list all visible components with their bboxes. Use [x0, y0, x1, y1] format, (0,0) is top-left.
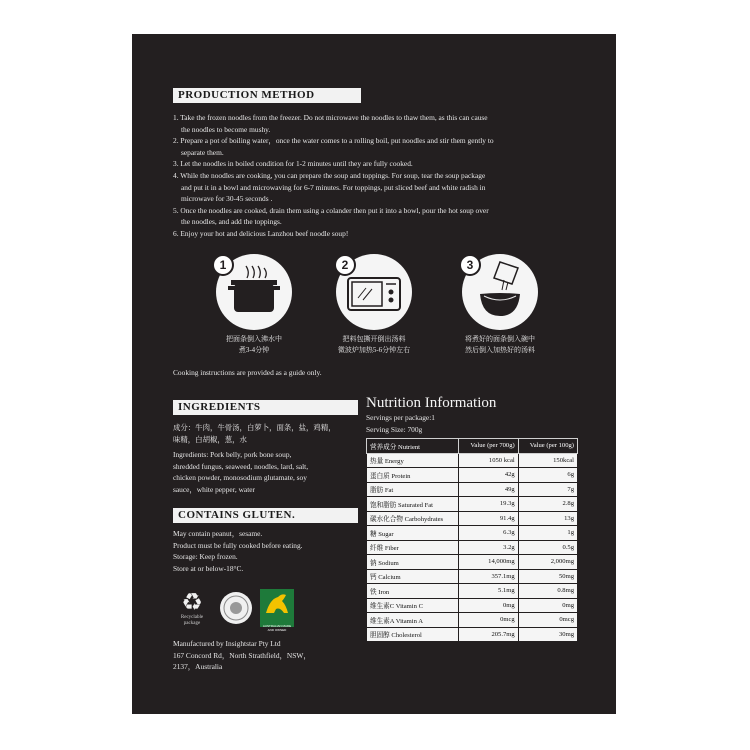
step-line: 2. Prepare a pot of boiling water，once the water comes to a rolling boil, put noodles and stir them gently to — [173, 136, 494, 146]
header-cell: 营养成分 Nutrient — [367, 439, 459, 454]
value-per-700g: 49g — [459, 482, 518, 497]
value-per-700g: 357.1mg — [459, 569, 518, 584]
ingredients-zh: 味精，白胡椒，葱，水 — [173, 434, 247, 444]
caption-line: 微波炉加热5-6分钟左右 — [337, 346, 411, 354]
value-per-100g: 13g — [518, 511, 577, 526]
recycle-icon: ♻ — [181, 588, 203, 616]
nutrition-row — [367, 613, 578, 628]
step-line: the noodles to become mushy. — [181, 124, 271, 134]
allergen-storage-text — [173, 528, 363, 574]
value-per-100g: 0mcg — [518, 613, 577, 628]
ingredients-en: shredded fungus, seaweed, noodles, lard, salt, — [173, 461, 309, 471]
servings-per-package: Servings per package:1 — [366, 413, 435, 422]
caption-line: 然后倒入加热好的汤料 — [465, 346, 535, 354]
nutrition-row — [367, 569, 578, 584]
nutrition-row — [367, 526, 578, 541]
manufacturer-line: 167 Concord Rd，North Strathfield，NSW， — [173, 650, 311, 660]
manufacturer-address — [173, 638, 373, 673]
value-per-700g: 205.7mg — [459, 627, 518, 642]
nutrition-servings — [366, 412, 435, 435]
nutrition-row — [367, 598, 578, 613]
nutrient-name: 饱和脂肪 Saturated Fat — [367, 497, 459, 512]
nutrient-name: 热量 Energy — [367, 453, 459, 468]
recycle-label: package — [183, 621, 201, 626]
allergen-line: Product must be fully cooked before eating. — [173, 540, 303, 550]
nutrition-row — [367, 482, 578, 497]
step-number: 1 — [212, 254, 234, 276]
ingredients-en: chicken powder, monosodium glutamate, soy — [173, 473, 307, 483]
step-caption — [314, 334, 434, 356]
value-per-100g: 50mg — [518, 569, 577, 584]
nutrition-row — [367, 584, 578, 599]
value-per-700g: 6.3g — [459, 526, 518, 541]
recycle-logo — [174, 589, 210, 627]
step-line: 5. Once the noodles are cooked, drain them using a colander then put it into a bowl, pour the hot soup over — [173, 205, 489, 215]
nutrient-name: 钙 Calcium — [367, 569, 459, 584]
australian-made-text: AUSTRALIAN MADE AND OWNED — [262, 624, 292, 632]
value-per-100g: 0.5g — [518, 540, 577, 555]
value-per-700g: 14,000mg — [459, 555, 518, 570]
ingredients-text — [173, 422, 363, 496]
value-per-700g: 42g — [459, 468, 518, 483]
value-per-700g: 19.3g — [459, 497, 518, 512]
step-number: 3 — [459, 254, 481, 276]
step-line: separate them. — [181, 147, 224, 157]
allergen-line: May contain peanut，sesame. — [173, 529, 263, 538]
caption-line: 将煮好的面条倒入碗中 — [465, 335, 535, 343]
ingredients-en: sauce，white pepper, water — [173, 484, 255, 494]
step-line: and put it in a bowl and microwaving for 6-7 minutes. For toppings, put sliced beef and white radish in — [181, 182, 486, 192]
nutrient-name: 胆固醇 Cholesterol — [367, 627, 459, 642]
ingredients-heading: INGREDIENTS — [173, 400, 358, 415]
nutrient-name: 维生素A Vitamin A — [367, 613, 459, 628]
value-per-100g: 0mg — [518, 598, 577, 613]
value-per-100g: 2.8g — [518, 497, 577, 512]
value-per-100g: 30mg — [518, 627, 577, 642]
caption-line: 把料包撕开倒出汤料 — [342, 335, 406, 343]
cooking-note: Cooking instructions are provided as a guide only. — [173, 368, 322, 377]
value-per-100g: 150kcal — [518, 453, 577, 468]
header-cell: Value (per 100g) — [518, 439, 577, 454]
value-per-700g: 0mg — [459, 598, 518, 613]
nutrition-row — [367, 497, 578, 512]
value-per-100g: 2,000mg — [518, 555, 577, 570]
header-cell: Value (per 700g) — [459, 439, 518, 454]
step-line: 3. Let the noodles in boiled condition for 1-2 minutes until they are fully cooked. — [173, 159, 413, 169]
nutrient-name: 维生素C Vitamin C — [367, 598, 459, 613]
nutrition-row — [367, 555, 578, 570]
recycle-label: Recyclable — [180, 615, 204, 620]
step-line: microwave for 30-45 seconds . — [181, 194, 273, 204]
step-line: the noodles, and add the toppings. — [181, 217, 282, 227]
step-line: 4. While the noodles are cooking, you can prepare the soup and toppings. For soup, tear the soup package — [173, 170, 486, 180]
ingredients-zh: 成分：牛肉，牛骨汤，白萝卜，面条，盐，鸡精， — [173, 423, 336, 432]
nutrient-name: 蛋白质 Protein — [367, 468, 459, 483]
nutrition-header-row — [367, 439, 578, 454]
step-line: 6. Enjoy your hot and delicious Lanzhou beef noodle soup! — [173, 228, 349, 238]
nutrition-title: Nutrition Information — [366, 395, 497, 411]
value-per-700g: 0mcg — [459, 613, 518, 628]
step-caption — [440, 334, 560, 356]
nutrition-table — [366, 438, 578, 642]
step-line: 1. Take the frozen noodles from the freezer. Do not microwave the noodles to thaw them, as this can cause — [173, 113, 488, 122]
nutrient-name: 脂肪 Fat — [367, 482, 459, 497]
serving-size: Serving Size: 700g — [366, 424, 423, 434]
value-per-100g: 1g — [518, 526, 577, 541]
nutrient-name: 碳水化合物 Carbohydrates — [367, 511, 459, 526]
nutrient-name: 铁 Iron — [367, 584, 459, 599]
package-back-panel — [132, 34, 616, 714]
nutrient-name: 钠 Sodium — [367, 555, 459, 570]
manufacturer-line: 2137，Australia — [173, 662, 223, 672]
nutrient-name: 纤维 Fiber — [367, 540, 459, 555]
nutrition-row — [367, 511, 578, 526]
value-per-700g: 1050 kcal — [459, 453, 518, 468]
certification-seal-icon — [220, 592, 252, 624]
value-per-700g: 91.4g — [459, 511, 518, 526]
caption-line: 煮3-4分钟 — [238, 346, 270, 354]
storage-line: Storage: Keep frozen. — [173, 552, 238, 562]
nutrition-row — [367, 540, 578, 555]
value-per-100g: 7g — [518, 482, 577, 497]
caption-line: 把面条倒入沸水中 — [226, 335, 282, 343]
manufacturer-line: Manufactured by Insightstar Pty Ltd — [173, 639, 281, 648]
storage-line: Store at or below-18°C. — [173, 563, 244, 573]
nutrition-row — [367, 627, 578, 642]
nutrition-row — [367, 468, 578, 483]
value-per-100g: 6g — [518, 468, 577, 483]
australian-made-logo — [260, 589, 294, 632]
value-per-700g: 3.2g — [459, 540, 518, 555]
step-number: 2 — [334, 254, 356, 276]
value-per-100g: 0.8mg — [518, 584, 577, 599]
nutrition-row — [367, 453, 578, 468]
step-caption — [194, 334, 314, 356]
production-steps — [173, 112, 583, 240]
production-method-heading: PRODUCTION METHOD — [173, 88, 361, 103]
gluten-heading: CONTAINS GLUTEN. — [173, 508, 358, 523]
nutrient-name: 糖 Sugar — [367, 526, 459, 541]
ingredients-en: Ingredients: Pork belly, pork bone soup, — [173, 450, 292, 460]
value-per-700g: 5.1mg — [459, 584, 518, 599]
